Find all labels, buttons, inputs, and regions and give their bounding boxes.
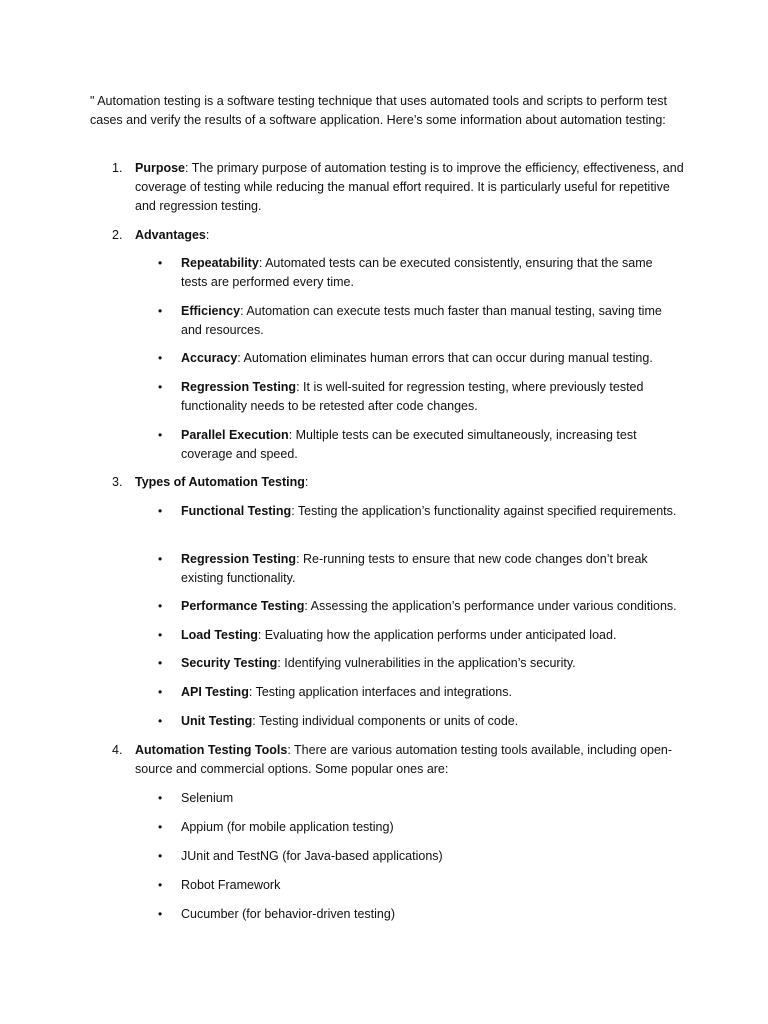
- item-text: : Assessing the application’s performance under various conditions.: [304, 599, 677, 613]
- item-title: Efficiency: [181, 304, 241, 318]
- item-text: : Testing application interfaces and integrations.: [248, 685, 512, 699]
- bullet-icon: •: [158, 820, 163, 834]
- item-text: : Re-running tests to ensure that new code changes don’t break existing functionality.: [181, 552, 648, 585]
- list-item: [158, 905, 678, 924]
- item-text: : Multiple tests can be executed simultaneously, increasing test coverage and speed.: [181, 428, 637, 461]
- section-number: 1.: [112, 161, 123, 175]
- list-item: [158, 818, 678, 837]
- item-text: JUnit and TestNG (for Java-based applications): [181, 849, 443, 863]
- list-item: [158, 876, 678, 895]
- list-item: [158, 378, 678, 416]
- item-title: Regression Testing: [181, 380, 297, 394]
- section-title: Advantages: [135, 228, 206, 242]
- list-item: [158, 426, 678, 464]
- section-advantages: [112, 226, 684, 245]
- section-body: [135, 741, 684, 779]
- bullet-icon: •: [158, 428, 163, 442]
- section-text: :: [304, 475, 309, 489]
- section-title: Automation Testing Tools: [135, 743, 288, 757]
- bullet-icon: •: [158, 380, 163, 394]
- bullet-icon: •: [158, 351, 163, 365]
- list-item: [158, 550, 678, 588]
- bullet-icon: •: [158, 685, 163, 699]
- section-number: 4.: [112, 743, 123, 757]
- item-title: Repeatability: [181, 256, 259, 270]
- section-number: 2.: [112, 228, 123, 242]
- item-title: Unit Testing: [181, 714, 253, 728]
- item-text: Robot Framework: [181, 878, 281, 892]
- list-item: [158, 847, 678, 866]
- list-item: [158, 712, 678, 731]
- item-title: Accuracy: [181, 351, 238, 365]
- bullet-icon: •: [158, 628, 163, 642]
- list-item: [158, 789, 678, 808]
- bullet-icon: •: [158, 599, 163, 613]
- item-text: : Testing individual components or units of code.: [252, 714, 519, 728]
- list-item: [158, 302, 678, 340]
- item-text: : Automation eliminates human errors that can occur during manual testing.: [237, 351, 653, 365]
- section-body: [135, 226, 684, 245]
- bullet-icon: •: [158, 849, 163, 863]
- bullet-icon: •: [158, 878, 163, 892]
- section-body: [135, 473, 684, 492]
- item-text: : Testing the application’s functionality against specified requirements.: [291, 504, 677, 518]
- list-item: [158, 597, 678, 616]
- item-text: : Evaluating how the application performs under anticipated load.: [257, 628, 617, 642]
- item-title: API Testing: [181, 685, 249, 699]
- bullet-icon: •: [158, 504, 163, 518]
- item-text: : Identifying vulnerabilities in the application’s security.: [277, 656, 576, 670]
- item-text: : Automation can execute tests much faster than manual testing, saving time and resources.: [181, 304, 662, 337]
- list-item: [158, 626, 678, 645]
- bullet-icon: •: [158, 256, 163, 270]
- section-title: Types of Automation Testing: [135, 475, 305, 489]
- item-title: Performance Testing: [181, 599, 305, 613]
- intro-paragraph: " Automation testing is a software testing technique that uses automated tools and scripts to perform test cases and verify the results of a software application. Here’s some information about automation testing:: [90, 94, 667, 127]
- list-item: [158, 502, 678, 521]
- item-text: : Automated tests can be executed consistently, ensuring that the same tests are performed every time.: [181, 256, 653, 289]
- bullet-icon: •: [158, 304, 163, 318]
- section-purpose: [112, 159, 684, 216]
- item-title: Load Testing: [181, 628, 258, 642]
- section-title: Purpose: [135, 161, 186, 175]
- bullet-icon: •: [158, 552, 163, 566]
- section-text: : There are various automation testing tools available, including open-source and commercial options. Some popular ones are:: [135, 743, 673, 776]
- bullet-icon: •: [158, 714, 163, 728]
- section-text: :: [205, 228, 210, 242]
- bullet-icon: •: [158, 791, 163, 805]
- section-text: : The primary purpose of automation testing is to improve the efficiency, effectiveness, and coverage of testing while reducing the manual effort required. It is particularly useful for repetitive and regression testing.: [135, 161, 684, 213]
- item-title: Parallel Execution: [181, 428, 289, 442]
- item-title: Functional Testing: [181, 504, 292, 518]
- list-item: [158, 683, 678, 702]
- list-item: [158, 349, 678, 368]
- item-text: Selenium: [181, 791, 234, 805]
- section-body: [135, 159, 684, 216]
- section-types: [112, 473, 684, 492]
- bullet-icon: •: [158, 907, 163, 921]
- item-title: Security Testing: [181, 656, 278, 670]
- item-text: : It is well-suited for regression testing, where previously tested functionality needs to be retested after code changes.: [181, 380, 644, 413]
- list-item: [158, 654, 678, 673]
- item-text: Appium (for mobile application testing): [181, 820, 394, 834]
- bullet-icon: •: [158, 656, 163, 670]
- item-title: Regression Testing: [181, 552, 297, 566]
- list-item: [158, 254, 678, 292]
- item-text: Cucumber (for behavior-driven testing): [181, 907, 395, 921]
- section-tools: [112, 741, 684, 779]
- section-number: 3.: [112, 475, 123, 489]
